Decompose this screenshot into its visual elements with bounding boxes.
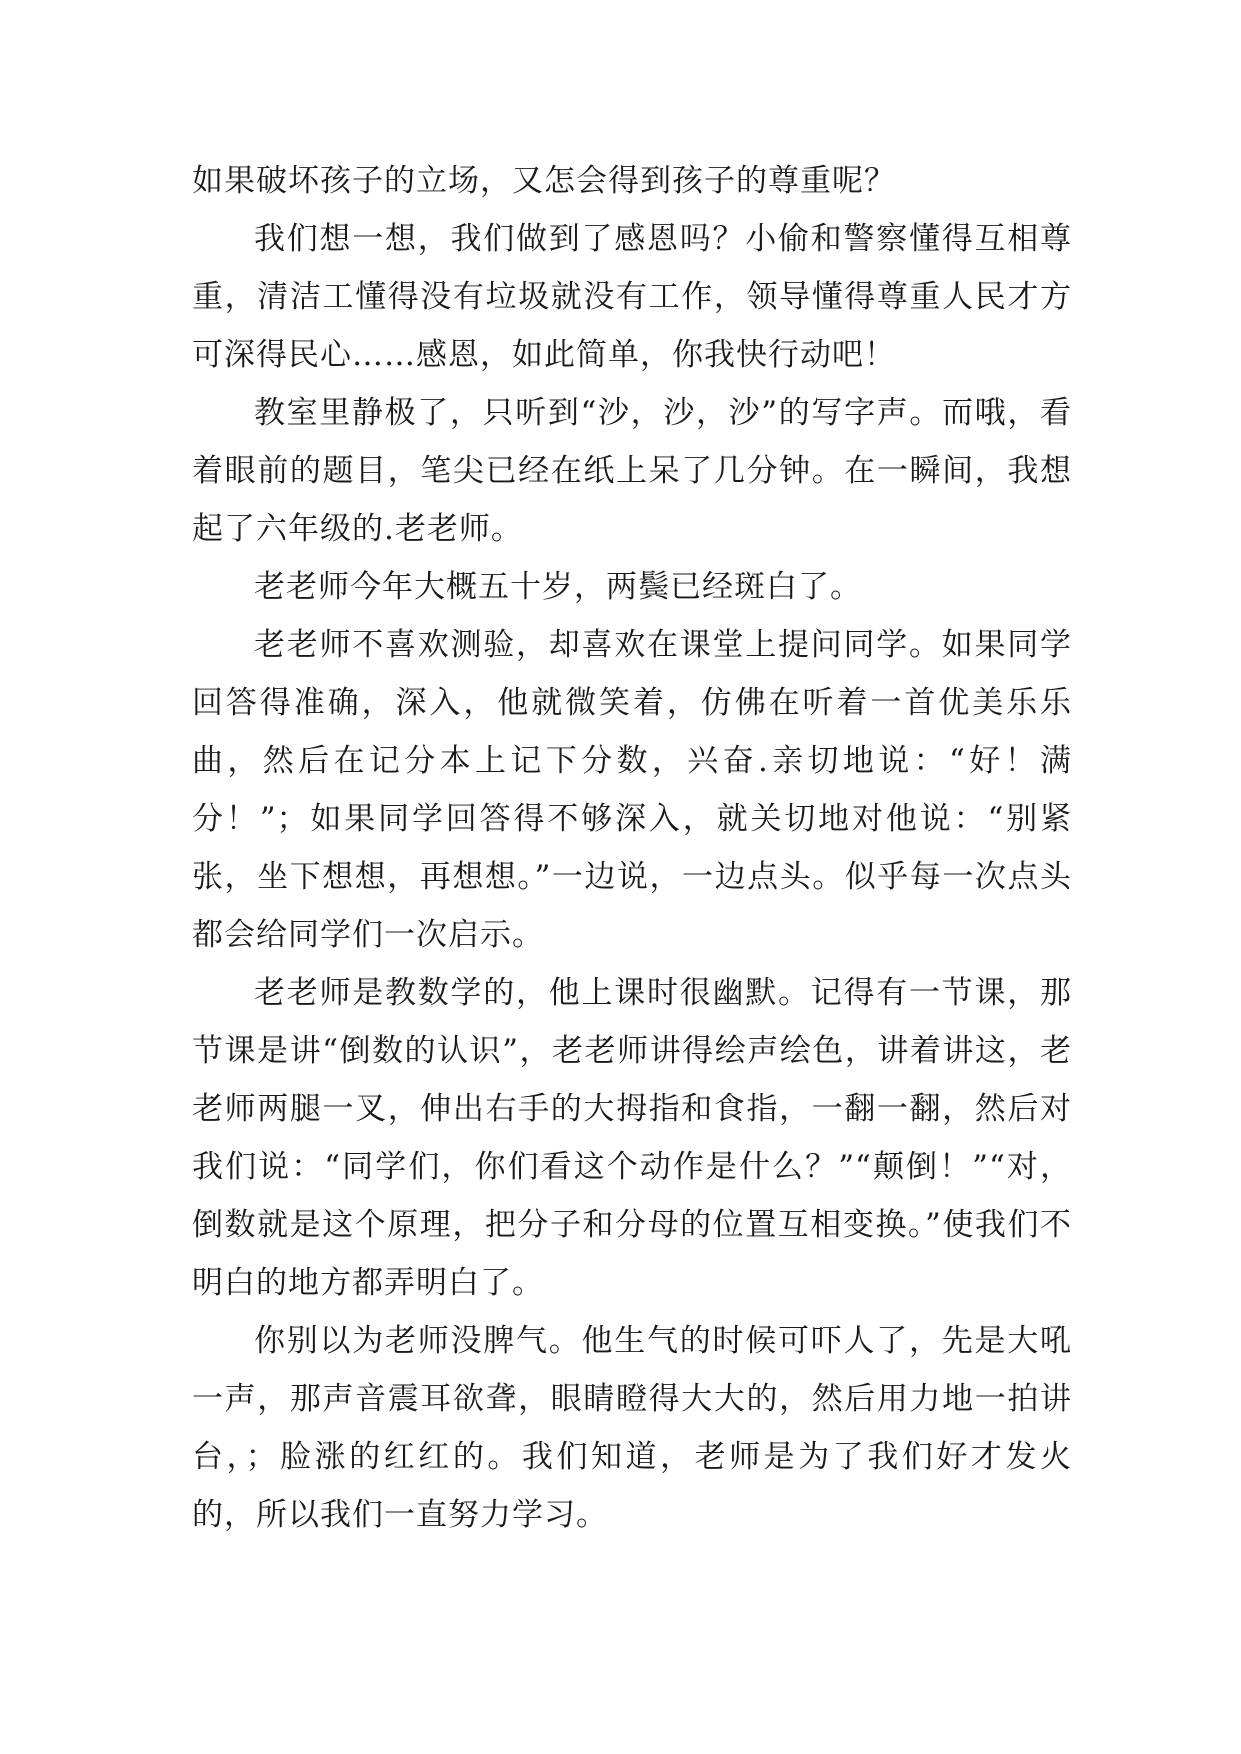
document-body (192, 152, 1072, 1544)
paragraph-3: 教室里静极了，只听到“沙，沙，沙”的写字声。而哦，看着眼前的题目，笔尖已经在纸上呆了几分钟。在一瞬间，我想起了六年级的.老老师。 (192, 395, 1072, 547)
paragraph-1: 如果破坏孩子的立场，又怎会得到孩子的尊重呢？ (192, 163, 896, 199)
paragraph-5: 老老师不喜欢测验，却喜欢在课堂上提问同学。如果同学回答得准确，深入，他就微笑着，仿佛在听着一首优美乐乐曲，然后在记分本上记下分数，兴奋.亲切地说：“好！满分！”；如果同学回答得不够深入，就关切地对他说：“别紧张，坐下想想，再想想。”一边说，一边点头。似乎每一次点头都会给同学们一次启示。 (192, 627, 1072, 953)
paragraph-4: 老老师今年大概五十岁，两鬓已经斑白了。 (254, 569, 862, 605)
paragraph-2: 我们想一想，我们做到了感恩吗？小偷和警察懂得互相尊重，清洁工懂得没有垃圾就没有工作，领导懂得尊重人民才方可深得民心……感恩，如此简单，你我快行动吧！ (192, 221, 1072, 373)
paragraph-7: 你别以为老师没脾气。他生气的时候可吓人了，先是大吼一声，那声音震耳欲聋，眼睛瞪得大大的，然后用力地一拍讲台，；脸涨的红红的。我们知道，老师是为了我们好才发火的，所以我们一直努力学习。 (192, 1323, 1072, 1533)
paragraph-6: 老老师是教数学的，他上课时很幽默。记得有一节课，那节课是讲“倒数的认识”，老老师讲得绘声绘色，讲着讲这，老老师两腿一叉，伸出右手的大拇指和食指，一翻一翻，然后对我们说：“同学们，你们看这个动作是什么？”“颠倒！”“对，倒数就是这个原理，把分子和分母的位置互相变换。”使我们不明白的地方都弄明白了。 (192, 975, 1072, 1301)
